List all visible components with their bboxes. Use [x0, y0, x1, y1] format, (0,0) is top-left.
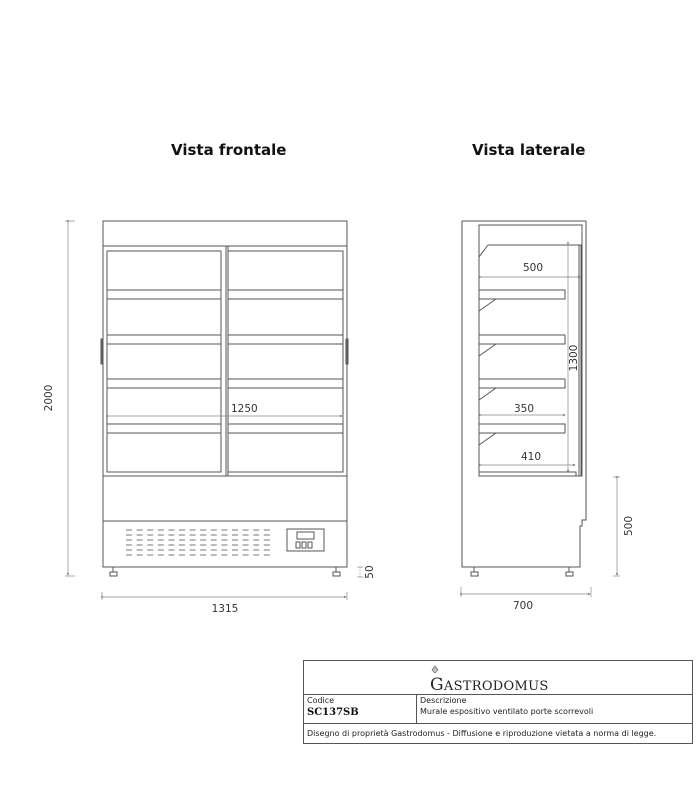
brand-name: GASTRODOMUS [430, 675, 549, 695]
code-label: Codice [307, 696, 335, 705]
dim-height-total: 2000 [43, 384, 55, 412]
vent-grille [126, 530, 270, 555]
brand-logo [304, 661, 692, 695]
description-cell [417, 695, 692, 723]
dim-base-height: 500 [623, 515, 635, 537]
description-value: Murale espositivo ventilato porte scorrevoli [420, 707, 594, 716]
dim-inner-width: 1250 [231, 403, 258, 415]
dim-width-total: 1315 [211, 603, 239, 615]
code-cell [304, 695, 417, 723]
dim-base-depth: 410 [520, 451, 542, 463]
dim-shelf-depth: 350 [513, 403, 535, 415]
description-label: Descrizione [420, 696, 467, 705]
side-dimensions [461, 244, 620, 597]
front-dimensions [65, 221, 363, 600]
side-view-drawing [462, 221, 586, 576]
title-block [303, 660, 693, 744]
dim-depth-total: 700 [512, 600, 534, 612]
dim-feet-height: 50 [364, 565, 376, 579]
copyright-notice: Disegno di proprietà Gastrodomus - Diffusione e riproduzione vietata a norma di legge. [307, 729, 657, 738]
front-view-title: Vista frontale [171, 141, 287, 159]
dim-top-depth: 500 [522, 262, 544, 274]
code-value: SC137SB [307, 707, 359, 718]
dim-shelf-height: 1300 [568, 344, 580, 372]
front-view-drawing [101, 221, 348, 576]
side-view-title: Vista laterale [472, 141, 586, 159]
